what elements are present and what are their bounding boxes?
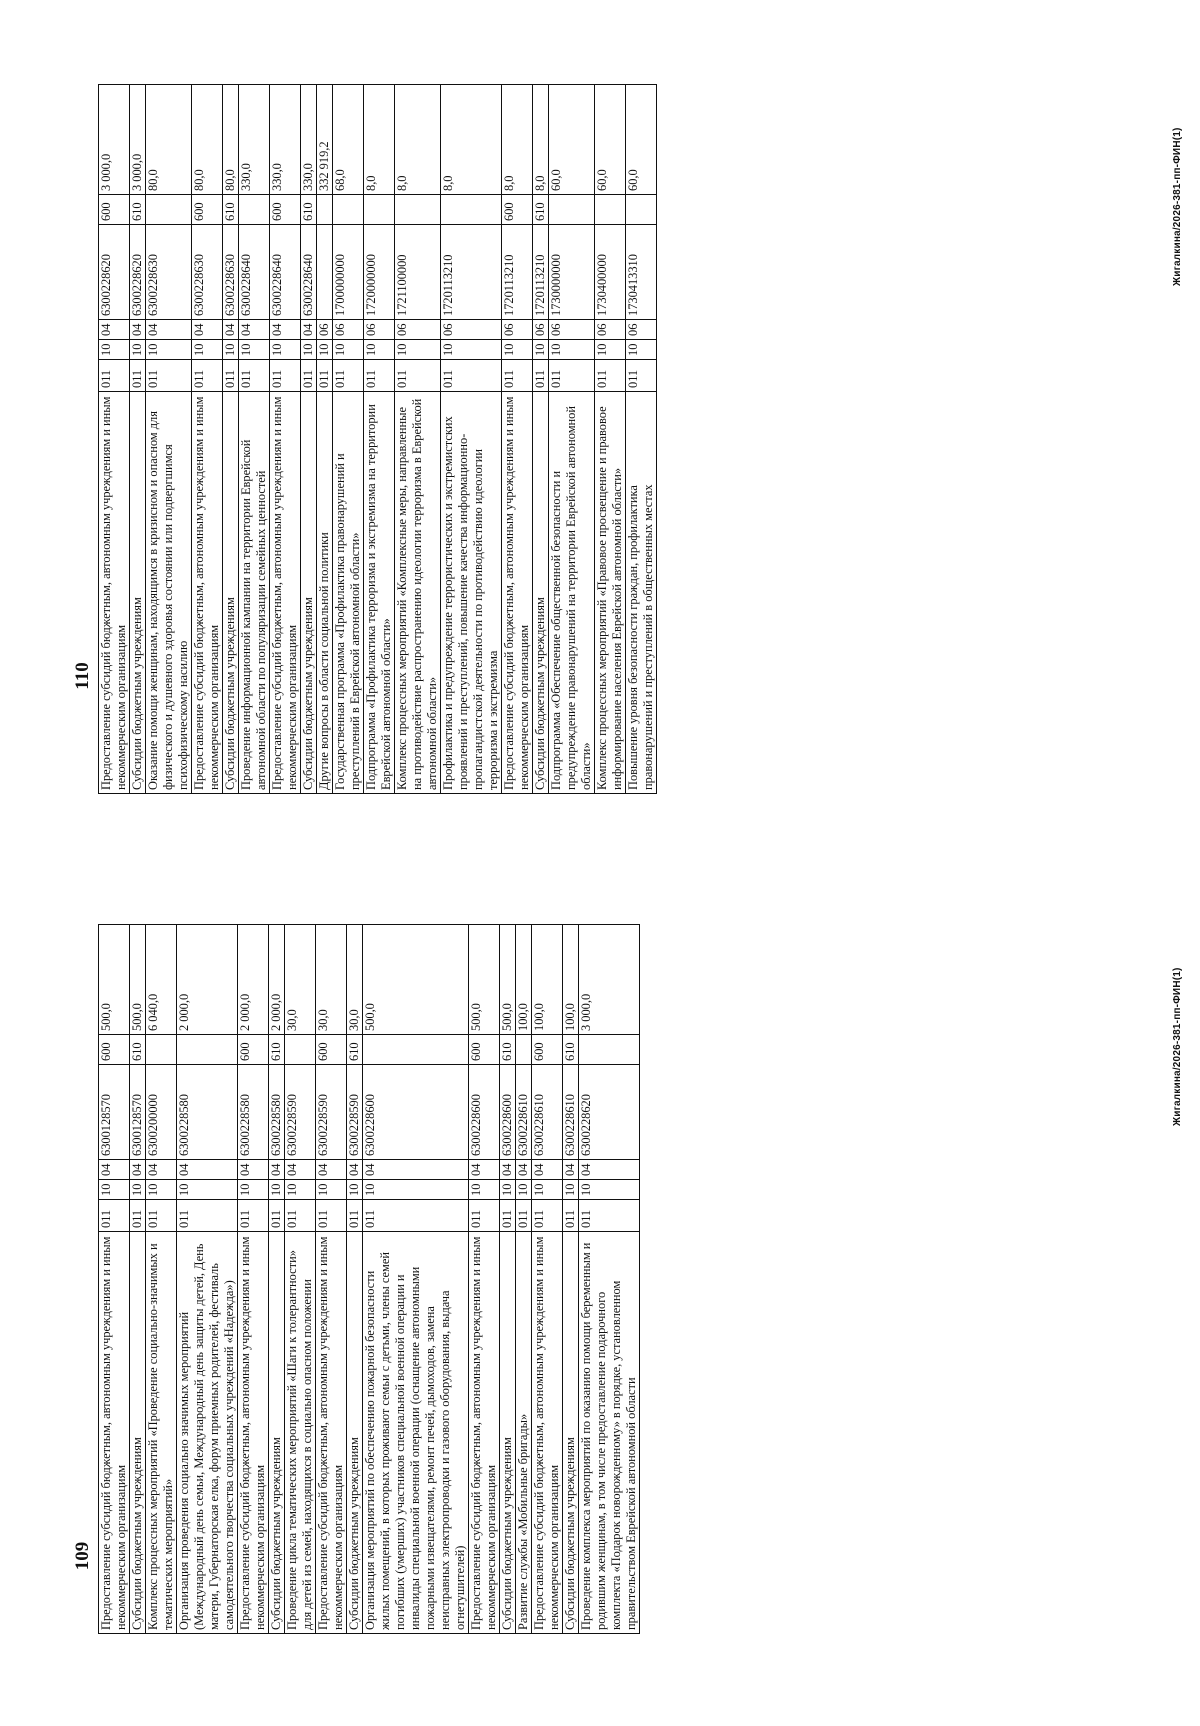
table-row [223, 85, 239, 794]
table-row [516, 925, 532, 1634]
page-number: 109 [72, 1541, 93, 1571]
row-name-cell: Субсидии бюджетным учреждениям [533, 392, 549, 794]
row-grbs-cell: 011 [579, 1200, 640, 1232]
row-expense-type-cell: 610 [130, 195, 146, 225]
row-grbs-cell: 011 [177, 1200, 238, 1232]
row-expense-type-cell: 610 [269, 1035, 285, 1065]
row-name-cell: Предоставление субсидий бюджетным, автономным учреждениям и иным некоммерческим организациям [99, 392, 130, 794]
row-name-cell: Предоставление субсидий бюджетным, автономным учреждениям и иным некоммерческим организациям [502, 392, 533, 794]
row-grbs-cell: 011 [532, 1200, 563, 1232]
row-subsection-cell: 04 [269, 1160, 285, 1180]
row-target-article-cell: 6300228600 [363, 1065, 469, 1160]
page-number: 110 [72, 662, 93, 690]
row-amount-cell: 3 000,0 [130, 85, 146, 195]
row-name-cell: Субсидии бюджетным учреждениям [269, 1232, 285, 1634]
budget-table [98, 924, 640, 1634]
row-subsection-cell: 04 [532, 1160, 563, 1180]
row-subsection-cell: 06 [395, 320, 441, 340]
row-section-cell: 10 [192, 340, 223, 360]
row-subsection-cell: 04 [285, 1160, 316, 1180]
row-amount-cell: 330,0 [301, 85, 317, 195]
row-target-article-cell: 6300228630 [223, 225, 239, 320]
row-expense-type-cell [146, 195, 192, 225]
row-subsection-cell: 04 [130, 320, 146, 340]
row-target-article-cell: 6300128570 [130, 1065, 146, 1160]
row-target-article-cell: 6300228640 [239, 225, 270, 320]
row-section-cell: 10 [285, 1180, 316, 1200]
row-section-cell: 10 [363, 1180, 469, 1200]
row-name-cell: Государственная программа «Профилактика правонарушений и преступлений в Еврейской автономной области» [333, 392, 364, 794]
row-section-cell: 10 [500, 1180, 516, 1200]
row-expense-type-cell: 610 [347, 1035, 363, 1065]
table-row [130, 85, 146, 794]
row-grbs-cell: 011 [533, 360, 549, 392]
row-subsection-cell: 06 [549, 320, 595, 340]
row-subsection-cell: 06 [317, 320, 333, 340]
row-target-article-cell: 1730413310 [626, 225, 657, 320]
row-expense-type-cell: 600 [532, 1035, 563, 1065]
budget-table-body [99, 85, 657, 794]
row-subsection-cell: 06 [626, 320, 657, 340]
row-target-article-cell: 1721100000 [395, 225, 441, 320]
row-name-cell: Комплекс процессных мероприятий «Комплексные меры, направленные на противодействие распространению идеологии терроризма в Еврейской автономной области» [395, 392, 441, 794]
row-expense-type-cell [549, 195, 595, 225]
row-grbs-cell: 011 [146, 360, 192, 392]
row-subsection-cell: 04 [146, 320, 192, 340]
table-row [177, 925, 238, 1634]
row-expense-type-cell: 600 [99, 1035, 130, 1065]
row-target-article-cell: 1720113210 [441, 225, 502, 320]
row-subsection-cell: 04 [316, 1160, 347, 1180]
row-section-cell: 10 [130, 1180, 146, 1200]
row-grbs-cell: 011 [239, 360, 270, 392]
table-row [500, 925, 516, 1634]
row-expense-type-cell: 600 [502, 195, 533, 225]
row-grbs-cell: 011 [130, 360, 146, 392]
row-expense-type-cell [285, 1035, 316, 1065]
row-section-cell: 10 [269, 1180, 285, 1200]
row-section-cell: 10 [238, 1180, 269, 1200]
row-amount-cell: 2 000,0 [177, 925, 238, 1035]
row-expense-type-cell [317, 195, 333, 225]
row-section-cell: 10 [549, 340, 595, 360]
row-expense-type-cell: 600 [316, 1035, 347, 1065]
row-grbs-cell: 011 [99, 1200, 130, 1232]
row-grbs-cell: 011 [595, 360, 626, 392]
row-expense-type-cell [177, 1035, 238, 1065]
row-target-article-cell: 6300228640 [301, 225, 317, 320]
row-expense-type-cell: 610 [223, 195, 239, 225]
row-name-cell: Субсидии бюджетным учреждениям [301, 392, 317, 794]
row-name-cell: Предоставление субсидий бюджетным, автономным учреждениям и иным некоммерческим организациям [99, 1232, 130, 1634]
row-subsection-cell: 04 [223, 320, 239, 340]
row-subsection-cell: 04 [239, 320, 270, 340]
row-grbs-cell: 011 [316, 1200, 347, 1232]
row-name-cell: Подпрограмма «Профилактика терроризма и экстремизма на территории Еврейской автономной области» [364, 392, 395, 794]
row-amount-cell: 8,0 [533, 85, 549, 195]
row-amount-cell: 330,0 [239, 85, 270, 195]
row-grbs-cell: 011 [192, 360, 223, 392]
row-expense-type-cell: 600 [270, 195, 301, 225]
row-subsection-cell: 04 [192, 320, 223, 340]
row-section-cell: 10 [316, 1180, 347, 1200]
row-target-article-cell [317, 225, 333, 320]
row-section-cell: 10 [333, 340, 364, 360]
row-amount-cell: 6 040,0 [146, 925, 177, 1035]
row-subsection-cell: 04 [130, 1160, 146, 1180]
row-expense-type-cell [146, 1035, 177, 1065]
row-section-cell: 10 [301, 340, 317, 360]
row-name-cell: Оказание помощи женщинам, находящимся в кризисном и опасном для физического и душевного здоровья состоянии или подвергшимся психофизическому насилию [146, 392, 192, 794]
row-expense-type-cell: 600 [99, 195, 130, 225]
row-section-cell: 10 [146, 340, 192, 360]
row-expense-type-cell [516, 1035, 532, 1065]
row-target-article-cell: 6300228580 [269, 1065, 285, 1160]
row-grbs-cell: 011 [285, 1200, 316, 1232]
table-row [563, 925, 579, 1634]
table-row [395, 85, 441, 794]
table-row [130, 925, 146, 1634]
row-subsection-cell: 04 [500, 1160, 516, 1180]
row-amount-cell: 30,0 [316, 925, 347, 1035]
row-expense-type-cell [364, 195, 395, 225]
row-target-article-cell: 6300228620 [130, 225, 146, 320]
row-target-article-cell: 6300200000 [146, 1065, 177, 1160]
row-expense-type-cell [239, 195, 270, 225]
row-section-cell: 10 [469, 1180, 500, 1200]
row-section-cell: 10 [99, 1180, 130, 1200]
row-grbs-cell: 011 [223, 360, 239, 392]
row-name-cell: Организация мероприятий по обеспечению пожарной безопасности жилых помещений, в которых проживают семьи с детьми, члены семей погибших (умерших) участников специальной военной операции и инвалиды специальной военной операции (оснащение автономными пожарными извещателями, ремонт печей, дымоходов, замена неисправных электропроводки и газового оборудования, выдача огнетушителей) [363, 1232, 469, 1634]
budget-table-body [99, 925, 640, 1634]
row-grbs-cell: 011 [333, 360, 364, 392]
row-target-article-cell: 1720113210 [502, 225, 533, 320]
row-grbs-cell: 011 [347, 1200, 363, 1232]
row-subsection-cell: 04 [579, 1160, 640, 1180]
row-name-cell: Проведение информационной кампании на территории Еврейской автономной области по популяризации семейных ценностей [239, 392, 270, 794]
row-subsection-cell: 06 [364, 320, 395, 340]
row-subsection-cell: 04 [516, 1160, 532, 1180]
row-amount-cell: 80,0 [192, 85, 223, 195]
row-target-article-cell: 6300228590 [285, 1065, 316, 1160]
row-target-article-cell: 1730400000 [595, 225, 626, 320]
row-amount-cell: 3 000,0 [579, 925, 640, 1035]
row-target-article-cell: 6300228590 [316, 1065, 347, 1160]
row-grbs-cell: 011 [563, 1200, 579, 1232]
footer-signature: Жигалкина/2026-381-пп-ФИН(1) [1172, 967, 1183, 1126]
row-target-article-cell: 1700000000 [333, 225, 364, 320]
row-target-article-cell: 1720113210 [533, 225, 549, 320]
row-target-article-cell: 6300228640 [270, 225, 301, 320]
row-subsection-cell: 04 [469, 1160, 500, 1180]
row-grbs-cell: 011 [441, 360, 502, 392]
table-row [99, 85, 130, 794]
row-amount-cell: 2 000,0 [238, 925, 269, 1035]
row-section-cell: 10 [146, 1180, 177, 1200]
row-grbs-cell: 011 [469, 1200, 500, 1232]
row-amount-cell: 8,0 [441, 85, 502, 195]
row-expense-type-cell [395, 195, 441, 225]
row-amount-cell: 100,0 [563, 925, 579, 1035]
row-grbs-cell: 011 [130, 1200, 146, 1232]
row-target-article-cell: 6300228630 [146, 225, 192, 320]
table-row [301, 85, 317, 794]
row-section-cell: 10 [239, 340, 270, 360]
row-grbs-cell: 011 [301, 360, 317, 392]
footer-signature: Жигалкина/2026-381-пп-ФИН(1) [1172, 127, 1183, 286]
row-amount-cell: 500,0 [500, 925, 516, 1035]
row-section-cell: 10 [626, 340, 657, 360]
row-grbs-cell: 011 [502, 360, 533, 392]
row-name-cell: Развитие службы «Мобильные бригады» [516, 1232, 532, 1634]
row-amount-cell: 332 919,2 [317, 85, 333, 195]
row-amount-cell: 100,0 [516, 925, 532, 1035]
table-row [146, 85, 192, 794]
table-row [441, 85, 502, 794]
row-name-cell: Субсидии бюджетным учреждениям [500, 1232, 516, 1634]
row-grbs-cell: 011 [317, 360, 333, 392]
table-row [192, 85, 223, 794]
row-target-article-cell: 6300128570 [99, 1065, 130, 1160]
row-section-cell: 10 [270, 340, 301, 360]
row-grbs-cell: 011 [146, 1200, 177, 1232]
row-section-cell: 10 [502, 340, 533, 360]
row-subsection-cell: 06 [441, 320, 502, 340]
row-target-article-cell: 6300228610 [532, 1065, 563, 1160]
row-expense-type-cell: 610 [533, 195, 549, 225]
row-subsection-cell: 04 [177, 1160, 238, 1180]
row-expense-type-cell [579, 1035, 640, 1065]
row-name-cell: Комплекс процессных мероприятий «Правовое просвещение и правовое информирование населения Еврейской автономной области» [595, 392, 626, 794]
row-name-cell: Предоставление субсидий бюджетным, автономным учреждениям и иным некоммерческим организациям [316, 1232, 347, 1634]
row-grbs-cell: 011 [270, 360, 301, 392]
page-110 [0, 46, 1200, 846]
row-grbs-cell: 011 [269, 1200, 285, 1232]
row-grbs-cell: 011 [500, 1200, 516, 1232]
row-subsection-cell: 04 [99, 1160, 130, 1180]
row-amount-cell: 330,0 [270, 85, 301, 195]
table-row [270, 85, 301, 794]
row-section-cell: 10 [441, 340, 502, 360]
row-name-cell: Предоставление субсидий бюджетным, автономным учреждениям и иным некоммерческим организациям [532, 1232, 563, 1634]
row-subsection-cell: 06 [533, 320, 549, 340]
row-target-article-cell: 6300228620 [99, 225, 130, 320]
row-expense-type-cell [595, 195, 626, 225]
row-subsection-cell: 04 [301, 320, 317, 340]
row-target-article-cell: 6300228620 [579, 1065, 640, 1160]
table-row [238, 925, 269, 1634]
row-amount-cell: 80,0 [146, 85, 192, 195]
row-amount-cell: 60,0 [626, 85, 657, 195]
row-amount-cell: 3 000,0 [99, 85, 130, 195]
row-section-cell: 10 [223, 340, 239, 360]
row-expense-type-cell [441, 195, 502, 225]
table-row [549, 85, 595, 794]
budget-table [98, 84, 657, 794]
row-section-cell: 10 [364, 340, 395, 360]
table-row [363, 925, 469, 1634]
table-row [239, 85, 270, 794]
row-section-cell: 10 [595, 340, 626, 360]
table-row [146, 925, 177, 1634]
row-expense-type-cell: 600 [192, 195, 223, 225]
row-grbs-cell: 011 [549, 360, 595, 392]
row-target-article-cell: 1730000000 [549, 225, 595, 320]
table-row [99, 925, 130, 1634]
table-row [595, 85, 626, 794]
row-name-cell: Субсидии бюджетным учреждениям [130, 392, 146, 794]
row-grbs-cell: 011 [395, 360, 441, 392]
row-section-cell: 10 [130, 340, 146, 360]
row-amount-cell: 8,0 [364, 85, 395, 195]
row-target-article-cell: 6300228630 [192, 225, 223, 320]
row-amount-cell: 8,0 [502, 85, 533, 195]
row-grbs-cell: 011 [363, 1200, 469, 1232]
row-amount-cell: 30,0 [285, 925, 316, 1035]
table-row [579, 925, 640, 1634]
row-target-article-cell: 6300228610 [516, 1065, 532, 1160]
row-amount-cell: 30,0 [347, 925, 363, 1035]
row-section-cell: 10 [99, 340, 130, 360]
row-name-cell: Повышение уровня безопасности граждан, профилактика правонарушений и преступлений в общественных местах [626, 392, 657, 794]
page-109 [0, 876, 1200, 1686]
row-name-cell: Субсидии бюджетным учреждениям [223, 392, 239, 794]
row-section-cell: 10 [532, 1180, 563, 1200]
row-expense-type-cell [363, 1035, 469, 1065]
row-expense-type-cell [626, 195, 657, 225]
row-expense-type-cell: 610 [500, 1035, 516, 1065]
row-subsection-cell: 04 [363, 1160, 469, 1180]
table-row [502, 85, 533, 794]
row-section-cell: 10 [516, 1180, 532, 1200]
row-subsection-cell: 04 [146, 1160, 177, 1180]
row-amount-cell: 500,0 [130, 925, 146, 1035]
row-expense-type-cell [333, 195, 364, 225]
row-grbs-cell: 011 [516, 1200, 532, 1232]
row-section-cell: 10 [177, 1180, 238, 1200]
row-target-article-cell: 6300228590 [347, 1065, 363, 1160]
row-expense-type-cell: 600 [469, 1035, 500, 1065]
table-row [269, 925, 285, 1634]
row-name-cell: Предоставление субсидий бюджетным, автономным учреждениям и иным некоммерческим организациям [192, 392, 223, 794]
row-grbs-cell: 011 [626, 360, 657, 392]
row-expense-type-cell: 600 [238, 1035, 269, 1065]
row-section-cell: 10 [563, 1180, 579, 1200]
row-amount-cell: 500,0 [469, 925, 500, 1035]
row-target-article-cell: 6300228610 [563, 1065, 579, 1160]
table-row [347, 925, 363, 1634]
row-name-cell: Проведение комплекса мероприятий по оказанию помощи беременным и родившим женщинам, в том числе предоставление подарочного комплекта «Подарок новорожденному» в порядке, установленном правительством Еврейской автономной области [579, 1232, 640, 1634]
row-name-cell: Комплекс процессных мероприятий «Проведение социально-значимых и тематических мероприятий» [146, 1232, 177, 1634]
row-expense-type-cell: 610 [301, 195, 317, 225]
row-subsection-cell: 04 [347, 1160, 363, 1180]
row-subsection-cell: 04 [99, 320, 130, 340]
row-grbs-cell: 011 [364, 360, 395, 392]
row-name-cell: Предоставление субсидий бюджетным, автономным учреждениям и иным некоммерческим организациям [469, 1232, 500, 1634]
row-target-article-cell: 6300228600 [500, 1065, 516, 1160]
row-amount-cell: 68,0 [333, 85, 364, 195]
row-expense-type-cell: 610 [130, 1035, 146, 1065]
row-section-cell: 10 [347, 1180, 363, 1200]
row-name-cell: Предоставление субсидий бюджетным, автономным учреждениям и иным некоммерческим организациям [270, 392, 301, 794]
table-row [333, 85, 364, 794]
table-row [316, 925, 347, 1634]
row-subsection-cell: 04 [563, 1160, 579, 1180]
table-row [532, 925, 563, 1634]
row-subsection-cell: 06 [502, 320, 533, 340]
row-target-article-cell: 1720000000 [364, 225, 395, 320]
row-subsection-cell: 04 [270, 320, 301, 340]
row-amount-cell: 80,0 [223, 85, 239, 195]
table-row [533, 85, 549, 794]
row-section-cell: 10 [317, 340, 333, 360]
table-row [317, 85, 333, 794]
row-amount-cell: 60,0 [549, 85, 595, 195]
row-expense-type-cell: 610 [563, 1035, 579, 1065]
row-subsection-cell: 06 [595, 320, 626, 340]
row-name-cell: Субсидии бюджетным учреждениям [130, 1232, 146, 1634]
row-grbs-cell: 011 [99, 360, 130, 392]
row-amount-cell: 500,0 [363, 925, 469, 1035]
row-subsection-cell: 04 [238, 1160, 269, 1180]
row-name-cell: Подпрограмма «Обеспечение общественной безопасности и предупреждение правонарушений на территории Еврейской автономной области» [549, 392, 595, 794]
table-row [364, 85, 395, 794]
row-target-article-cell: 6300228580 [177, 1065, 238, 1160]
table-row [469, 925, 500, 1634]
row-name-cell: Субсидии бюджетным учреждениям [347, 1232, 363, 1634]
row-name-cell: Организация проведения социально значимых мероприятий (Международный день семьи, Международный день защиты детей, День матери, Губернаторская елка, форум приемных родителей, фестиваль самодеятельного творчества социальных учреждений «Надежда») [177, 1232, 238, 1634]
row-amount-cell: 8,0 [395, 85, 441, 195]
row-grbs-cell: 011 [238, 1200, 269, 1232]
table-row [285, 925, 316, 1634]
row-target-article-cell: 6300228580 [238, 1065, 269, 1160]
row-name-cell: Другие вопросы в области социальной политики [317, 392, 333, 794]
row-subsection-cell: 06 [333, 320, 364, 340]
row-amount-cell: 60,0 [595, 85, 626, 195]
row-section-cell: 10 [533, 340, 549, 360]
row-section-cell: 10 [579, 1180, 640, 1200]
row-target-article-cell: 6300228600 [469, 1065, 500, 1160]
row-name-cell: Субсидии бюджетным учреждениям [563, 1232, 579, 1634]
row-name-cell: Профилактика и предупреждение террористических и экстремистских проявлений и преступлений, повышение качества информационно-пропагандистской деятельности по противодействию идеологии терроризма и экстремизма [441, 392, 502, 794]
row-amount-cell: 2 000,0 [269, 925, 285, 1035]
table-row [626, 85, 657, 794]
row-section-cell: 10 [395, 340, 441, 360]
row-amount-cell: 500,0 [99, 925, 130, 1035]
row-amount-cell: 100,0 [532, 925, 563, 1035]
row-name-cell: Предоставление субсидий бюджетным, автономным учреждениям и иным некоммерческим организациям [238, 1232, 269, 1634]
row-name-cell: Проведение цикла тематических мероприятий «Шаги к толерантности» для детей из семей, находящихся в социально опасном положении [285, 1232, 316, 1634]
